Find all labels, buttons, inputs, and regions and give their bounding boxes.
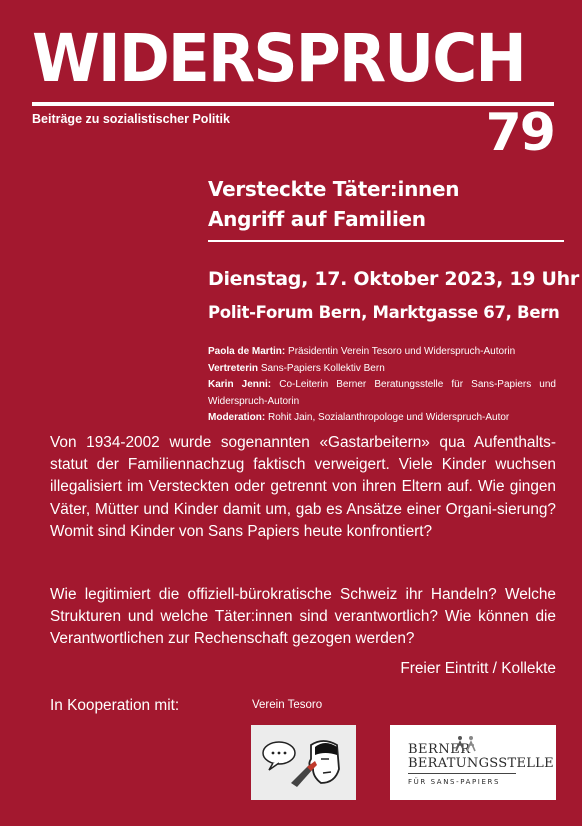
partner-label-tesoro: Verein Tesoro [252, 699, 323, 711]
body-paragraph-2: Wie legitimiert die offiziell-bürokratische Schweiz ihr Handeln? Welche Strukturen und welche Täter:innen sind verantwortlich? Wie können die Verantwortlichen zur Rechenschaft gezogen werden? [50, 586, 556, 648]
speaker-item [208, 410, 556, 427]
event-title-line1: Versteckte Täter:innen [208, 177, 460, 201]
berner-beratungsstelle-logo [390, 725, 556, 800]
cooperation-label: In Kooperation mit: [50, 697, 180, 714]
speaker-role: Sans-Papiers Kollektiv Bern [260, 362, 385, 374]
tesoro-illustration-icon [251, 725, 356, 800]
speaker-name: Moderation: [208, 412, 266, 424]
speaker-role: Co-Leiterin Berner Beratungsstelle für Sans-Papiers und Widerspruch-Autorin [208, 379, 556, 407]
speaker-role: Präsidentin Verein Tesoro und Widerspruch-Autorin [288, 346, 516, 357]
body-paragraph-1: Von 1934-2002 wurde sogenannten «Gastarbeitern» qua Aufenthalts-statut der Familiennachzug faktisch verweigert. Viele Kinder wuchsen illegalisiert im Versteckten oder getrennt von ihren Eltern auf. Wie gingen Väter, Mütter und Kinder damit um, gab es Ansätze einer Organi-sierung? Womit sind Kinder von Sans Papiers heute konfrontiert? [50, 434, 556, 540]
speaker-name: Vertreterin [208, 362, 259, 374]
masthead-title: WIDERSPRUCH [32, 20, 525, 97]
speaker-item [208, 361, 556, 378]
issue-number: 79 [485, 103, 554, 163]
speaker-item [208, 377, 556, 410]
masthead-rule [32, 102, 554, 106]
bern-logo-line2: BERATUNGSSTELLE [408, 756, 554, 771]
speaker-name: Karin Jenni: [208, 379, 272, 391]
event-title-line2: Angriff auf Familien [208, 207, 426, 231]
speaker-item [208, 344, 556, 361]
event-date: Dienstag, 17. Oktober 2023, 19 Uhr [208, 268, 579, 290]
admission-note: Freier Eintritt / Kollekte [400, 660, 556, 677]
bern-logo-line3: FÜR SANS-PAPIERS [408, 778, 500, 786]
people-icon [454, 735, 478, 753]
title-divider [208, 240, 564, 242]
bern-logo-text [408, 743, 554, 786]
masthead-subtitle: Beiträge zu sozialistischer Politik [32, 112, 230, 126]
event-title [208, 174, 558, 234]
bern-logo-rule [408, 773, 516, 774]
event-venue: Polit-Forum Bern, Marktgasse 67, Bern [208, 303, 560, 322]
speaker-name: Paola de Martin: [208, 346, 286, 357]
tesoro-logo [251, 725, 356, 800]
speaker-list [208, 344, 556, 427]
bern-logo-line1: BERNER [408, 742, 471, 757]
speaker-role: Rohit Jain, Sozialanthropologe und Widerspruch-Autor [268, 412, 510, 424]
